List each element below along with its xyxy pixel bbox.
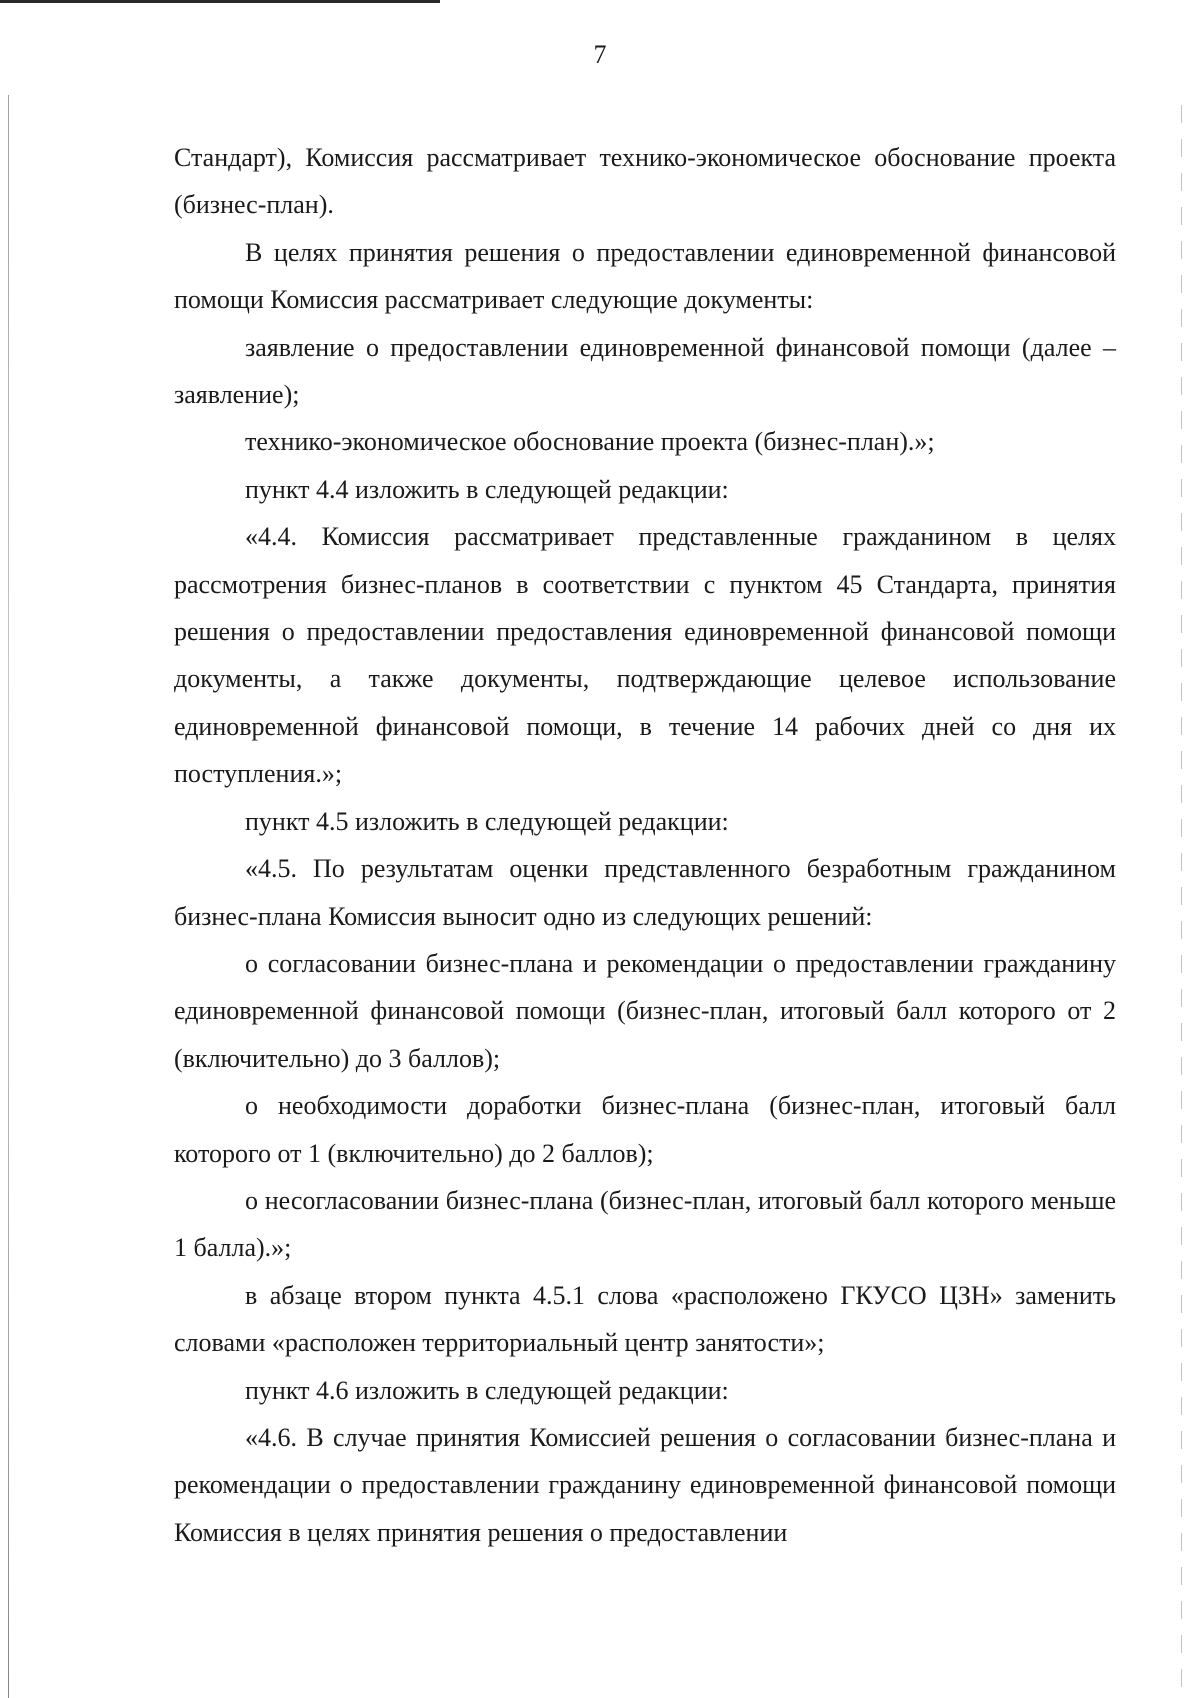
paragraph: заявление о предоставлении единовременной финансовой помощи (далее – заявление); — [174, 332, 1116, 410]
paragraph: о согласовании бизнес-плана и рекомендации о предоставлении гражданину единовременной финансовой помощи (бизнес-план, итоговый балл которого от 2 (включительно) до 3 баллов); — [174, 948, 1116, 1073]
page-number: 7 — [593, 40, 607, 69]
paragraph: В целях принятия решения о предоставлении единовременной финансовой помощи Комиссия рассматривает следующие документы: — [174, 237, 1116, 315]
paragraph: пункт 4.5 изложить в следующей редакции: — [245, 806, 729, 836]
paragraph: пункт 4.4 изложить в следующей редакции: — [245, 474, 729, 504]
paragraph: пункт 4.6 изложить в следующей редакции: — [245, 1375, 729, 1405]
paragraph: в абзаце втором пункта 4.5.1 слова «расположено ГКУСО ЦЗН» заменить словами «расположен территориальный центр занятости»; — [174, 1280, 1116, 1358]
paragraph-continuation: Стандарт), Комиссия рассматривает технико-экономическое обоснование проекта (бизнес-план). — [174, 143, 1116, 220]
paragraph: о необходимости доработки бизнес-плана (бизнес-план, итоговый балл которого от 1 (включительно) до 2 баллов); — [174, 1091, 1116, 1168]
paragraph: «4.4. Комиссия рассматривает представленные гражданином в целях рассмотрения бизнес-планов в соответствии с пунктом 45 Стандарта, принятия решения о предоставлении предоставления единовременной финансовой помощи документы, а также документы, подтверждающие целевое использование единовременной финансовой помощи, в течение 14 рабочих дней со дня их поступления.»; — [174, 522, 1116, 789]
paragraph: «4.5. По результатам оценки представленного безработным гражданином бизнес-плана Комиссия выносит одно из следующих решений: — [174, 854, 1116, 931]
paragraph: технико-экономическое обоснование проекта (бизнес-план).»; — [245, 427, 935, 457]
scan-edge-right — [1181, 105, 1182, 1698]
scan-edge-top — [0, 0, 440, 3]
document-body — [174, 134, 1116, 1556]
paragraph: о несогласовании бизнес-плана (бизнес-план, итоговый балл которого меньше 1 балла).»; — [174, 1185, 1116, 1263]
paragraph: «4.6. В случае принятия Комиссией решения о согласовании бизнес-плана и рекомендации о предоставлении гражданину единовременной финансовой помощи Комиссия в целях принятия решения о предоставлении — [174, 1422, 1116, 1547]
scan-edge-left — [8, 95, 9, 1698]
